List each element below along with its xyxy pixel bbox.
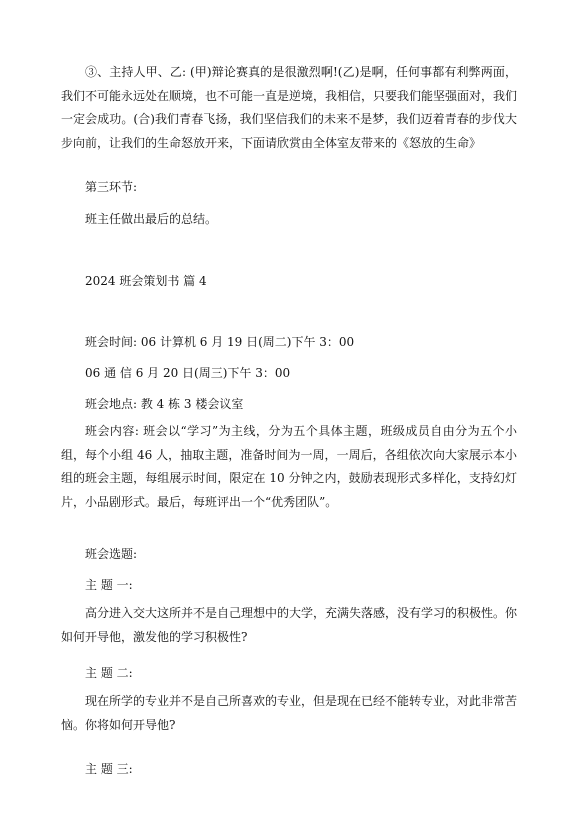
topic-two-text: 现在所学的专业并不是自己所喜欢的专业，但是现在已经不能转专业，对此非常苦恼。你将如何开导他? xyxy=(61,694,518,732)
teacher-summary-line: 班主任做出最后的总结。 xyxy=(85,212,218,226)
topic-three-heading: 主 题 三: xyxy=(85,762,133,776)
topic-one-text: 高分进入交大这所并不是自己理想中的大学，充满失落感，没有学习的积极性。你如何开导他，激发他的学习积极性? xyxy=(61,606,518,644)
meeting-location-line: 班会地点: 教 4 栋 3 楼会议室 xyxy=(85,397,244,411)
topic-two-heading: 主 题 二: xyxy=(85,666,133,680)
plan-title-part-4: 2024 班会策划书 篇 4 xyxy=(85,274,207,288)
meeting-content-paragraph: 班会内容: 班会以“学习”为主线，分为五个具体主题，班级成员自由分为五个小组，每个小组 46 人，抽取主题，准备时间为一周，一周后，各组依次向大家展示本小组的班会主题，每组展示时间，限定在 10 分钟之内，鼓励表现形式多样化，支持幻灯片，小品剧形式。最后，每班评出一个“优秀团队”。 xyxy=(61,424,517,509)
section-heading-third-segment: 第三环节: xyxy=(85,180,138,194)
meeting-time-line: 班会时间: 06 计算机 6 月 19 日(周二)下午 3：00 xyxy=(85,335,355,349)
topic-one-heading: 主 题 一: xyxy=(85,578,133,592)
meeting-time-line-2: 06 通 信 6 月 20 日(周三)下午 3：00 xyxy=(85,366,291,380)
host-dialogue-paragraph: ③、主持人甲、乙: (甲)辩论赛真的是很激烈啊!(乙)是啊，任何事都有利弊两面，我们不可能永远处在顺境，也不可能一直是逆境，我相信，只要我们能坚强面对，我们一定会成功。(合)我们青春飞扬，我们坚信我们的未来不是梦，我们迈着青春的步伐大步向前，让我们的生命怒放开来，下面请欣赏由全体室友带来的《怒放的生命》 xyxy=(61,65,518,150)
topics-heading: 班会选题: xyxy=(85,547,138,561)
